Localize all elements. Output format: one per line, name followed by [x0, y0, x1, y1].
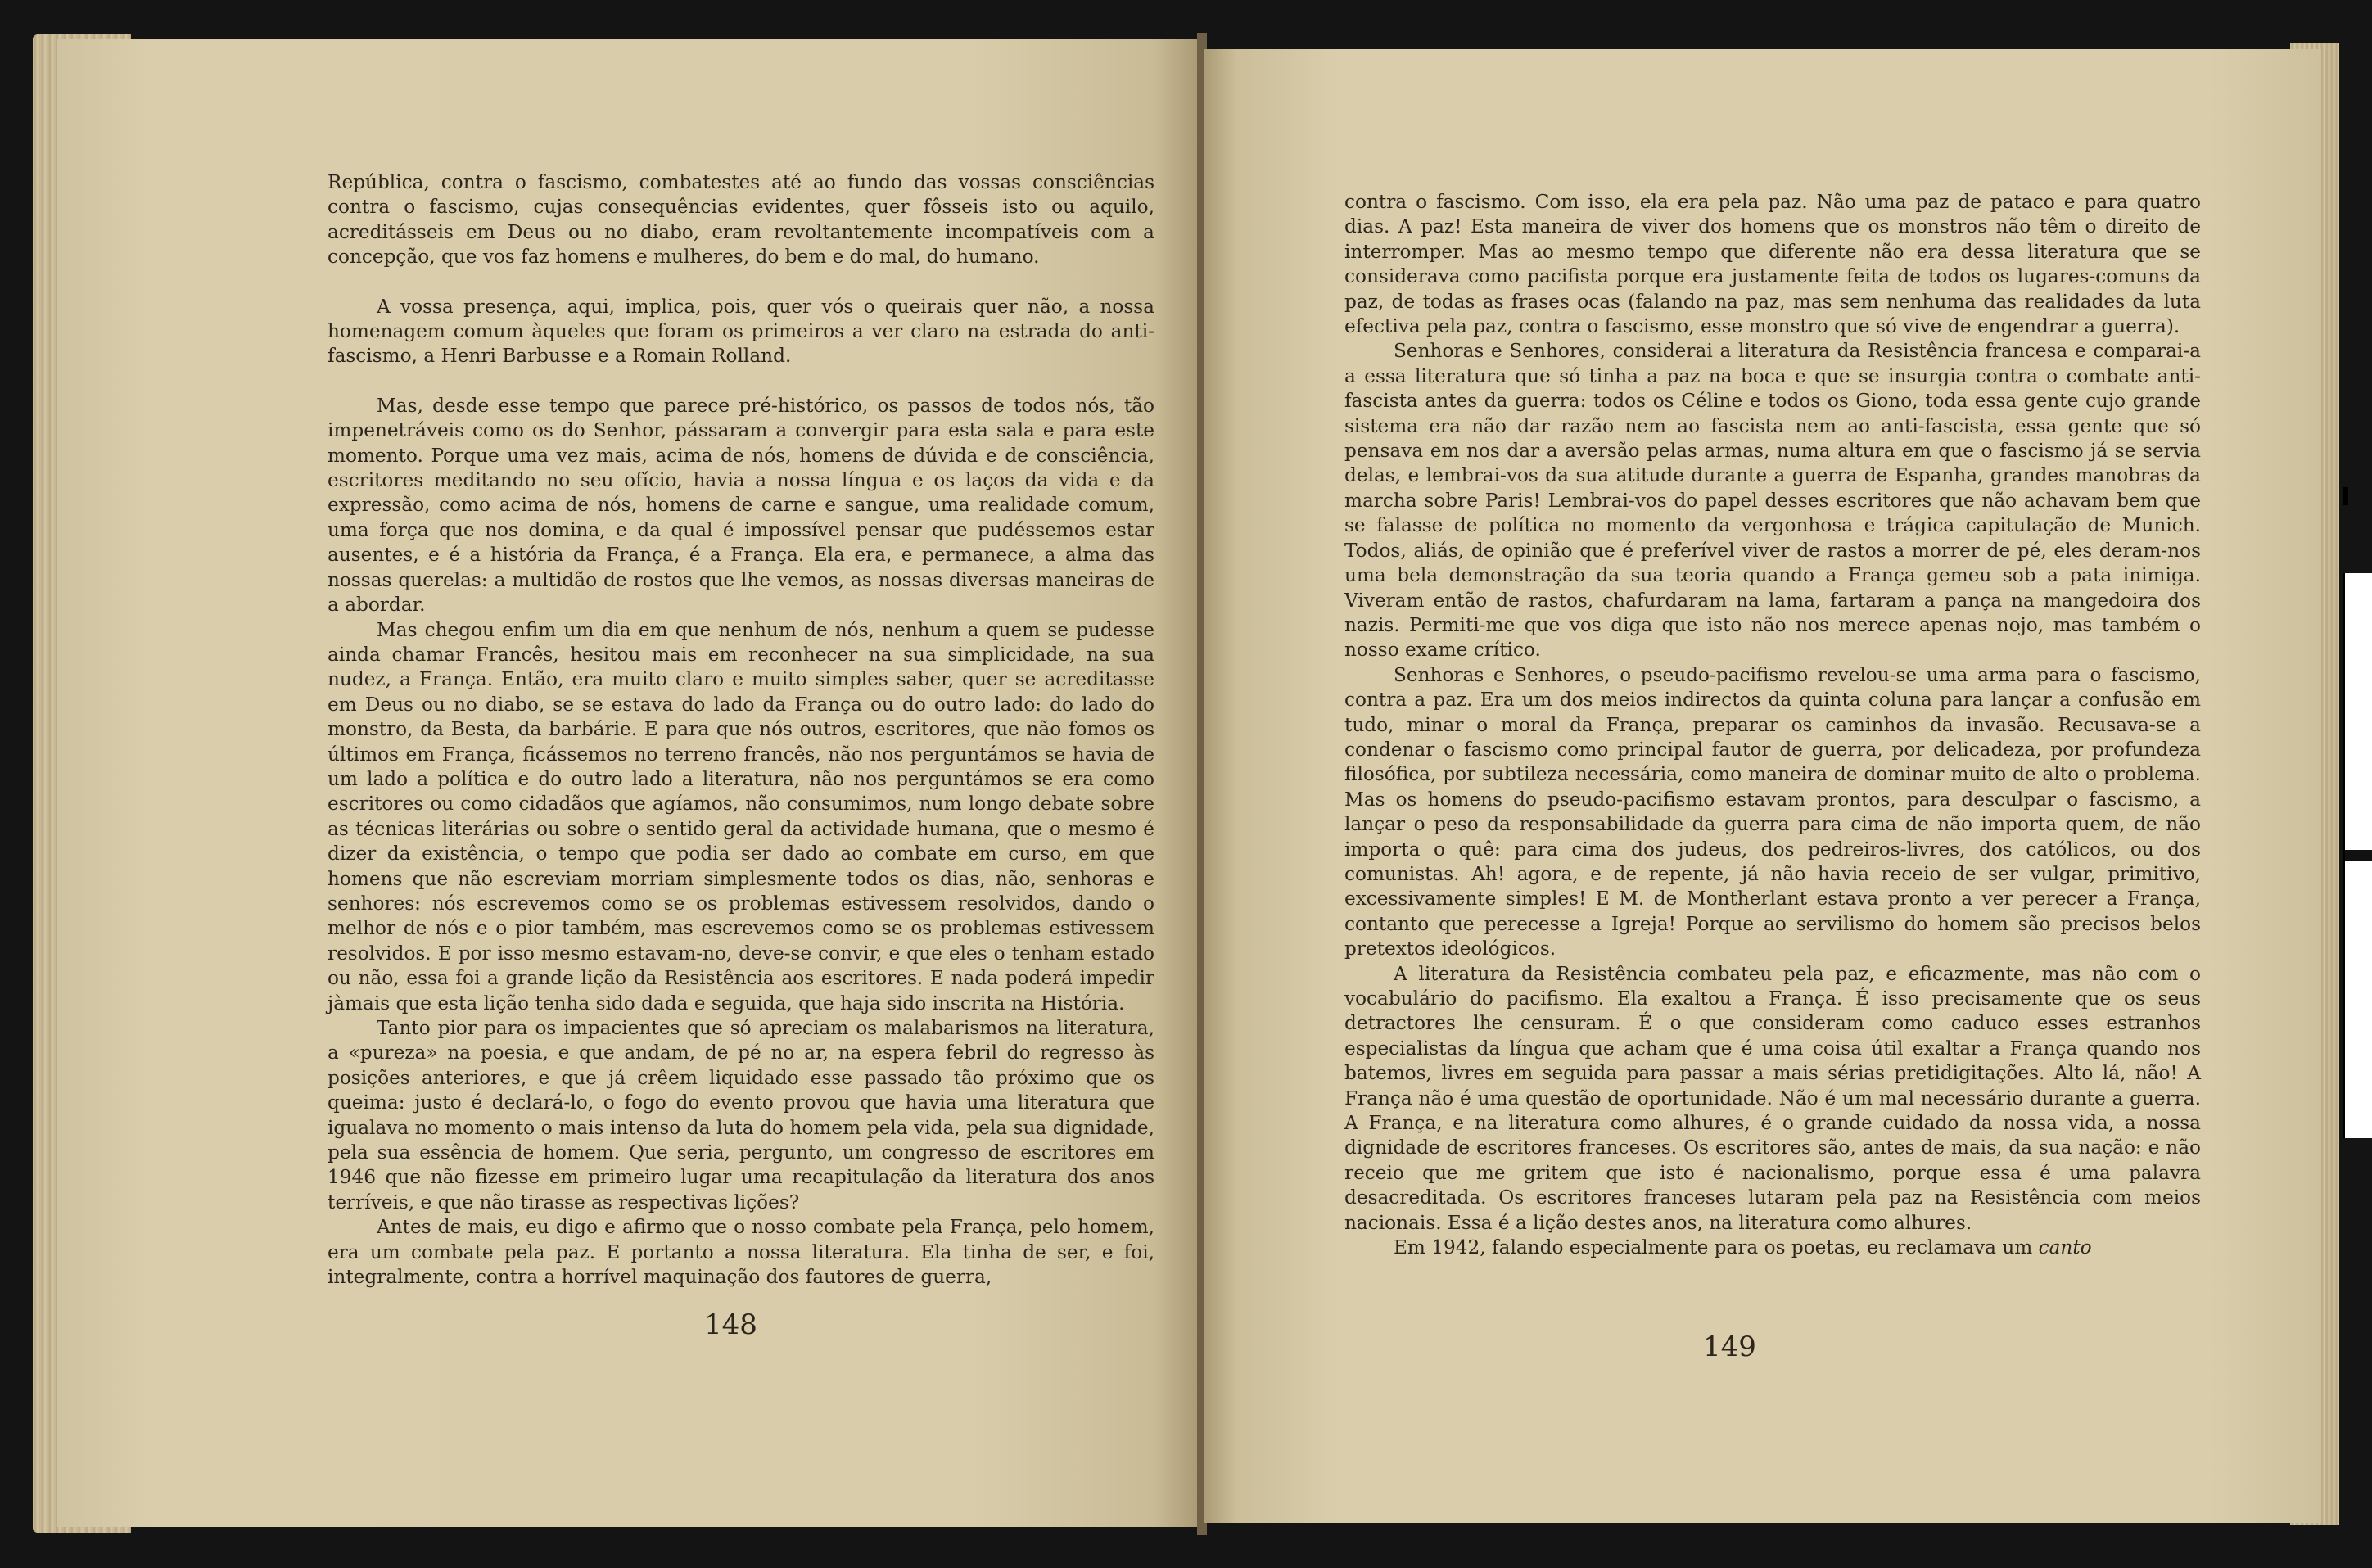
paragraph-text: Em 1942, falando especialmente para os poetas, eu reclamava um: [1394, 1236, 2033, 1259]
paragraph: Senhoras e Senhores, o pseudo-pacifismo revelou-se uma arma para o fascismo, contra a paz. Era um dos meios indirectos da quinta coluna para lançar a confusão em tudo, minar o moral da França, preparar os caminhos da invasão. Recusava-se a condenar o fascismo como principal fautor de guerra, por delicadeza, por profundeza filosófica, por subtileza necessária, como maneira de dominar muito de alto o problema. Mas os homens do pseudo-pacifismo estavam prontos, para desculpar o fascismo, a lançar o peso da responsabilidade da guerra para cima de não importa quem, de não importa o quê: para cima dos judeus, dos pedreiros-livres, dos católicos, ou dos comunistas. Ah! agora, e de repente, já não havia receio de ser vulgar, primitivo, excessivamente simples! E M. de Montherlant estava pronto a ver perecer a França, contanto que perecesse a Igreja! Porque ao servilismo do homem são precisos belos pretextos ideológicos.: [1344, 663, 2201, 960]
paragraph: República, contra o fascismo, combatestes até ao fundo das vossas consciências contra o fascismo, cujas consequências evidentes, quer fôsseis isto ou aquilo, acreditásseis em Deus ou no diabo, eram revoltantemente incompatíveis com a concepção, que vos faz homens e mulheres, do bem e do mal, do humano.: [328, 171, 1154, 269]
paragraph: contra o fascismo. Com isso, ela era pela paz. Não uma paz de pataco e para quatro dias. A paz! Esta maneira de viver dos homens que os monstros não têm o direito de interromper. Mas ao mesmo tempo que diferente não era dessa literatura que se considerava como pacifista porque era justamente feita de todos os lugares-comuns da paz, de todas as frases ocas (falando na paz, mas sem nenhuma das realidades da luta efectiva pela paz, contra o fascismo, esse monstro que só vive de engendrar a guerra).: [1344, 191, 2201, 338]
italic-word: canto: [2038, 1236, 2092, 1259]
paragraph: A literatura da Resistência combateu pela paz, e eficazmente, mas não com o vocabulário do pacifismo. Ela exaltou a França. É isso precisamente que os seus detractores lhe censuram. É o que consideram como caduco esses estranhos especialistas da língua que acham que é uma coisa útil exaltar a França quando nos batemos, livres em seguida para passar a mais sérias pretidigitações. Alto lá, não! A França não é uma questão de oportunidade. Não é um mal necessário durante a guerra. A França, e na literatura como alhures, é o grande cuidado da nossa vida, a nossa dignidade de escritores franceses. Os escritores são, antes de mais, da sua nação: e não receio que me gritem que isto é nacionalismo, porque essa é uma palavra desacreditada. Os escritores franceses lutaram pela paz na Resistência com meios nacionais. Essa é a lição destes anos, na literatura como alhures.: [1344, 962, 2201, 1234]
scan-marker: [2343, 487, 2348, 505]
paragraph: A vossa presença, aqui, implica, pois, quer vós o queirais quer não, a nossa homenagem comum àqueles que foram os primeiros a ver claro na estrada do anti-fascismo, a Henri Barbusse e a Romain Rolland.: [328, 295, 1154, 368]
left-page-text: [328, 170, 1154, 1290]
color-calibration-strip: [2343, 573, 2372, 1138]
left-page: [57, 39, 1200, 1527]
right-page-text: [1344, 190, 2201, 1260]
page-number: 149: [1703, 1331, 1756, 1363]
right-page: [1204, 49, 2321, 1523]
paragraph: Tanto pior para os impacientes que só apreciam os malabarismos na literatura, a «pureza» na poesia, e que andam, de pé no ar, na espera febril do regresso às posições anteriores, e que já crêem liquidado esse passado tão próximo que os queima: justo é declará-lo, o fogo do evento provou que havia uma literatura que igualava no momento o mais intenso da luta do homem pela vida, pela sua dignidade, pela sua essência de homem. Que seria, pergunto, um congresso de escritores em 1946 que não fizesse em primeiro lugar uma recapitulação da literatura dos anos terríveis, e que não tirasse as respectivas lições?: [328, 1017, 1154, 1213]
paragraph: [1344, 1236, 2201, 1260]
page-number: 148: [704, 1308, 757, 1341]
paragraph: Mas, desde esse tempo que parece pré-histórico, os passos de todos nós, tão impenetráveis como os do Senhor, pássaram a convergir para esta sala e para este momento. Porque uma vez mais, acima de nós, homens de dúvida e de consciência, escritores meditando no seu ofício, havia a nossa língua e os laços da vida e da expressão, como acima de nós, homens de carne e sangue, uma realidade comum, uma força que nos domina, e da qual é impossível pensar que pudéssemos estar ausentes, e é a história da França, é a França. Ela era, e permanece, a alma das nossas querelas: a multidão de rostos que lhe vemos, as nossas diversas maneiras de a abordar.: [328, 394, 1154, 617]
paragraph: Senhoras e Senhores, considerai a literatura da Resistência francesa e comparai-a a essa literatura que só tinha a paz na boca e que se insurgia contra o combate anti-fascista antes da guerra: todos os Céline e todos os Giono, toda essa gente cujo grande sistema era não dar razão nem ao fascista nem ao anti-fascista, essa gente que só pensava em nos dar a aversão pelas armas, numa altura em que o fascismo já se servia delas, e lembrai-vos da sua atitude durante a guerra de Espanha, grandes manobras da marcha sobre Paris! Lembrai-vos do papel desses escritores que não achavam bem que se falasse de política no momento da vergonhosa e trágica capitulação de Munich. Todos, aliás, de opinião que é preferível viver de rastos a morrer de pé, eles deram-nos uma bela demonstração da sua teoria quando a França gemeu sob a pata inimiga. Viveram então de rastos, chafurdaram na lama, fartaram a pança na mangedoira dos nazis. Permiti-me que vos diga que isto não nos merece apenas nojo, mas também o nosso exame crítico.: [1344, 340, 2201, 662]
paragraph: Antes de mais, eu digo e afirmo que o nosso combate pela França, pelo homem, era um combate pela paz. E portanto a nossa literatura. Ela tinha de ser, e foi, integralmente, contra a horrível maquinação dos fautores de guerra,: [328, 1216, 1154, 1289]
paragraph: Mas chegou enfim um dia em que nenhum de nós, nenhum a quem se pudesse ainda chamar Francês, hesitou mais em reconhecer na sua simplicidade, na sua nudez, a França. Então, era muito claro e muito simples saber, quer se acreditasse em Deus ou no diabo, se se estava do lado da França ou do outro lado: do lado do monstro, da Besta, da barbárie. E para que nós outros, escritores, que não fomos os últimos em França, ficássemos no terreno francês, não nos perguntámos se havia de um lado a política e do outro lado a literatura, não nos perguntámos se era como escritores ou como cidadãos que agíamos, não consumimos, num longo debate sobre as técnicas literárias ou sobre o sentido geral da actividade humana, que o mesmo é dizer da existência, o tempo que podia ser dado ao combate em curso, em que homens que não escreviam morriam simplesmente todos os dias, não, senhoras e senhores: nós escrevemos como se os problemas estivessem resolvidos, dando o melhor de nós e o pior também, mas escrevemos como se os problemas estivessem resolvidos. E por isso mesmo estavam-no, deve-se convir, e que eles o tenham estado ou não, essa foi a grande lição da Resistência aos escritores. E nada poderá impedir jàmais que esta lição tenha sido dada e seguida, que haja sido inscrita na História.: [328, 618, 1154, 1014]
